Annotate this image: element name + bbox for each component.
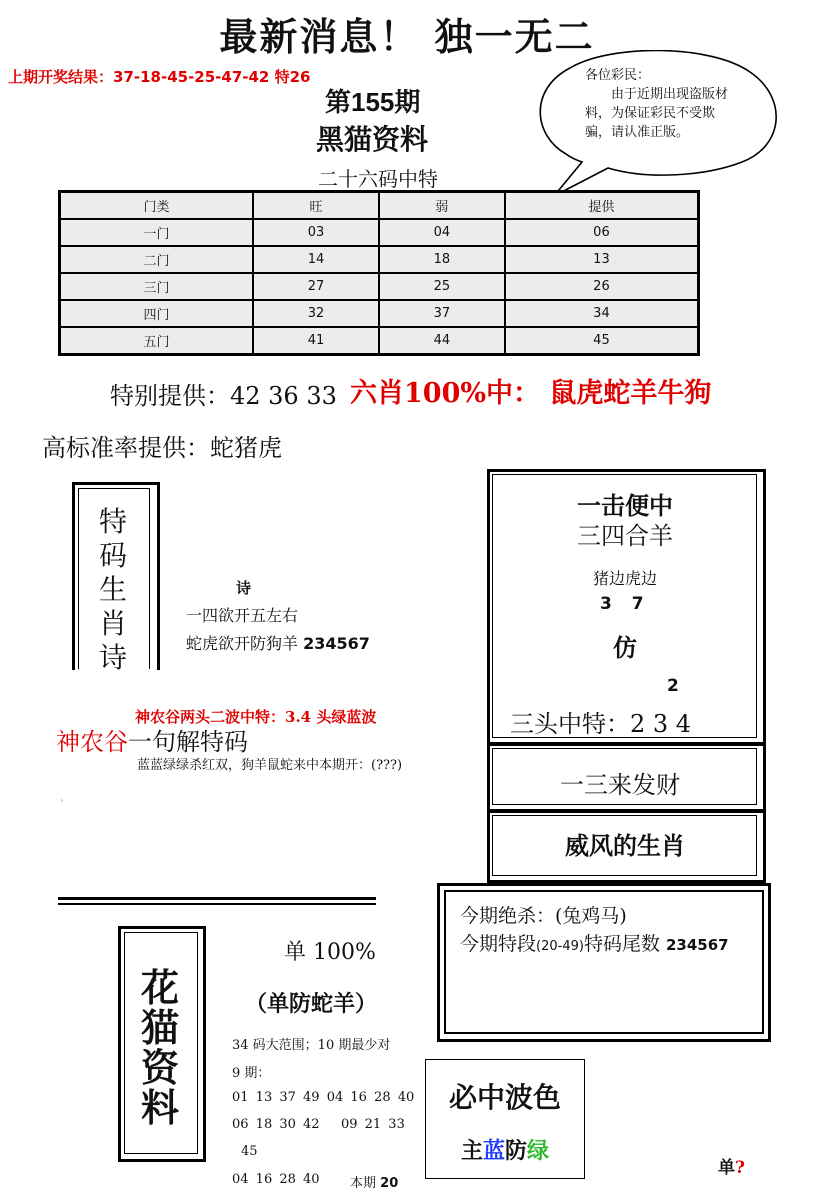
table-header: 提供 bbox=[505, 192, 699, 220]
range-line-2: 9 期： bbox=[232, 1066, 271, 1081]
notice-text bbox=[585, 66, 740, 142]
table-header-row bbox=[60, 192, 699, 220]
hit-box-line4: 3 7 bbox=[600, 594, 644, 614]
single-sub-line: （单防蛇羊） bbox=[245, 991, 378, 1017]
subtitle: 二十六码中特 bbox=[318, 167, 438, 191]
poem-line-2-text: 蛇虎欲开防狗羊 bbox=[186, 634, 299, 653]
table-header: 旺 bbox=[253, 192, 379, 220]
wave-blue: 蓝 bbox=[482, 1138, 505, 1164]
vertical-char: 猫 bbox=[140, 1005, 179, 1050]
single-question-mark: ? bbox=[735, 1158, 745, 1178]
table-header: 弱 bbox=[379, 192, 505, 220]
kill-line-2 bbox=[460, 929, 729, 956]
table-header: 门类 bbox=[60, 192, 254, 220]
table-cell: 14 bbox=[253, 246, 379, 273]
huamao-vertical-title bbox=[124, 965, 196, 1130]
numbers-line-2: 06 18 30 42 09 21 33 bbox=[232, 1117, 405, 1132]
kill-line-2-a: 今期特段 bbox=[460, 933, 537, 955]
issue-number: 第155期 bbox=[325, 87, 421, 117]
table-cell: 25 bbox=[379, 273, 505, 300]
poem-line-1: 一四欲开五左右 bbox=[186, 606, 299, 625]
table-cell: 34 bbox=[505, 300, 699, 327]
divider bbox=[58, 897, 376, 900]
table-cell: 45 bbox=[505, 327, 699, 355]
hit-box-line5: 仿 bbox=[613, 633, 637, 662]
table-cell: 三门 bbox=[60, 273, 254, 300]
vertical-char: 诗 bbox=[98, 641, 127, 674]
vertical-char: 花 bbox=[140, 965, 179, 1010]
poem-line-2 bbox=[186, 631, 370, 654]
poem-vertical-title bbox=[80, 505, 146, 675]
wave-guard: 防 bbox=[505, 1138, 528, 1164]
vertical-char: 特 bbox=[98, 505, 127, 538]
single-question bbox=[718, 1153, 745, 1178]
shennong-title-red: 神农谷 bbox=[56, 728, 128, 756]
single-line: 单 100% bbox=[284, 940, 376, 965]
hit-box-line2: 三四合羊 bbox=[577, 522, 673, 550]
high-accuracy-line: 高标准率提供：蛇猪虎 bbox=[42, 434, 282, 462]
shennong-red-line: 神农谷两头二波中特：3.4 头绿蓝波 bbox=[135, 708, 377, 726]
notice-greeting: 各位彩民： bbox=[585, 68, 651, 83]
table-row bbox=[60, 273, 699, 300]
hit-box-line7: 三头中特：2 3 4 bbox=[510, 710, 692, 738]
this-issue-label: 本期 bbox=[350, 1176, 377, 1191]
hit-box-line3: 猪边虎边 bbox=[592, 569, 657, 588]
table-cell: 13 bbox=[505, 246, 699, 273]
table-cell: 06 bbox=[505, 219, 699, 246]
shennong-desc: 蓝蓝绿绿杀红双，狗羊鼠蛇来中本期开：(???) bbox=[137, 758, 403, 773]
numbers-line-1: 01 13 37 49 04 16 28 40 bbox=[232, 1090, 415, 1105]
number-table bbox=[58, 190, 700, 356]
table-row bbox=[60, 300, 699, 327]
vertical-char: 码 bbox=[98, 539, 127, 572]
table-row bbox=[60, 219, 699, 246]
table-cell: 26 bbox=[505, 273, 699, 300]
table-cell: 37 bbox=[379, 300, 505, 327]
table-cell: 32 bbox=[253, 300, 379, 327]
vertical-char: 资 bbox=[140, 1045, 179, 1090]
notice-body: 由于近期出现盗版材料，为保证彩民不受欺骗，请认准正版。 bbox=[585, 87, 729, 140]
table-cell: 41 bbox=[253, 327, 379, 355]
table-cell: 44 bbox=[379, 327, 505, 355]
table-cell: 五门 bbox=[60, 327, 254, 355]
table-cell: 03 bbox=[253, 219, 379, 246]
headline: 最新消息！ 独一无二 bbox=[219, 14, 595, 59]
table-cell: 二门 bbox=[60, 246, 254, 273]
table-cell: 27 bbox=[253, 273, 379, 300]
kill-line-2-b: 特码尾数 bbox=[583, 933, 660, 955]
single-question-text: 单 bbox=[718, 1158, 735, 1178]
wave-color-sub bbox=[425, 1134, 585, 1165]
kill-line-2-range: (20-49) bbox=[536, 939, 584, 954]
wave-color-title: 必中波色 bbox=[448, 1081, 561, 1114]
fortune-text: 一三来发财 bbox=[560, 771, 680, 799]
wave-green: 绿 bbox=[527, 1138, 550, 1164]
table-cell: 一门 bbox=[60, 219, 254, 246]
table-cell: 04 bbox=[379, 219, 505, 246]
wave-main: 主 bbox=[460, 1138, 483, 1164]
hit-box-title: 一击便中 bbox=[577, 491, 673, 520]
this-issue-value: 20 bbox=[380, 1176, 399, 1191]
special-offer: 特别提供：42 36 33 bbox=[110, 382, 337, 410]
this-issue bbox=[350, 1172, 398, 1191]
shennong-title bbox=[56, 722, 248, 757]
hit-box-line6: 2 bbox=[667, 676, 679, 696]
kill-line-1: 今期绝杀：(兔鸡马) bbox=[460, 905, 627, 927]
shennong-title-black: 一句解特码 bbox=[128, 728, 248, 756]
range-line-1: 34 码大范围；10 期最少对 bbox=[232, 1038, 391, 1053]
table-cell: 18 bbox=[379, 246, 505, 273]
mighty-zodiac-text: 威风的生肖 bbox=[565, 831, 685, 860]
poem-heading: 诗 bbox=[236, 579, 252, 597]
last-result: 上期开奖结果：37-18-45-25-47-42 特26 bbox=[8, 68, 311, 86]
table-row bbox=[60, 327, 699, 355]
numbers-line-3: 45 bbox=[241, 1144, 258, 1159]
vertical-char: 肖 bbox=[98, 607, 127, 640]
divider bbox=[58, 903, 376, 905]
kill-line-2-numbers: 234567 bbox=[666, 936, 729, 954]
page-title: 黑猫资料 bbox=[316, 123, 429, 156]
poem-line-2-numbers: 234567 bbox=[303, 634, 370, 653]
table-row bbox=[60, 246, 699, 273]
table-cell: 四门 bbox=[60, 300, 254, 327]
vertical-char: 生 bbox=[98, 573, 127, 606]
vertical-char: 料 bbox=[140, 1085, 179, 1130]
six-zodiac-line: 六肖100%中： 鼠虎蛇羊牛狗 bbox=[350, 378, 712, 409]
numbers-line-4: 04 16 28 40 bbox=[232, 1172, 320, 1187]
stray-mark: ` bbox=[60, 800, 65, 811]
